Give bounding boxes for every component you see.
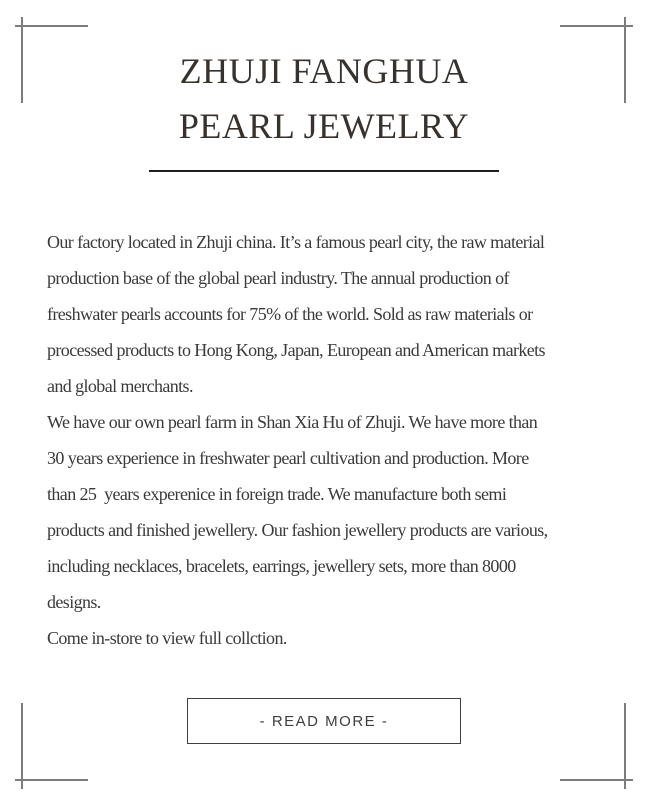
corner-mark-bottom-right-horizontal [560,779,633,781]
corner-mark-bottom-left-vertical [21,703,23,789]
text-line: We have our own pearl farm in Shan Xia Hu of Zhuji. We have more than [47,412,538,432]
text-line: than 25 years experenice in foreign trade. We manufacture both semi [47,484,507,504]
text-line: including necklaces, bracelets, earrings, jewellery sets, more than 8000 [47,556,516,576]
text-line: processed products to Hong Kong, Japan, European and American markets [47,340,545,360]
text-line: designs. [47,592,101,612]
corner-mark-bottom-left-horizontal [15,779,88,781]
page-title-line-2: PEARL JEWELRY [178,106,470,146]
about-paragraph [47,224,601,404]
title-underline [149,170,499,172]
section-header [0,0,648,172]
text-line: 30 years experience in freshwater pearl cultivation and production. More [47,448,529,468]
corner-mark-top-right-vertical [624,17,626,103]
about-text [0,224,648,656]
text-line: freshwater pearls accounts for 75% of the world. Sold as raw materials or [47,304,533,324]
text-line: Our factory located in Zhuji china. It’s a famous pearl city, the raw material [47,232,545,252]
text-line: Come in-store to view full collction. [47,628,287,648]
page-title-line-1: ZHUJI FANGHUA [179,51,469,91]
text-line: production base of the global pearl industry. The annual production of [47,268,509,288]
read-more-row [0,698,648,744]
text-line: and global merchants. [47,376,193,396]
about-paragraph [47,404,601,620]
corner-mark-top-right-horizontal [560,25,633,27]
text-line: products and finished jewellery. Our fashion jewellery products are various, [47,520,548,540]
corner-mark-top-left-horizontal [15,25,88,27]
about-paragraph [47,620,601,656]
read-more-button[interactable]: - READ MORE - [187,698,461,744]
corner-mark-top-left-vertical [21,17,23,103]
corner-mark-bottom-right-vertical [624,703,626,789]
page-title [0,44,648,154]
